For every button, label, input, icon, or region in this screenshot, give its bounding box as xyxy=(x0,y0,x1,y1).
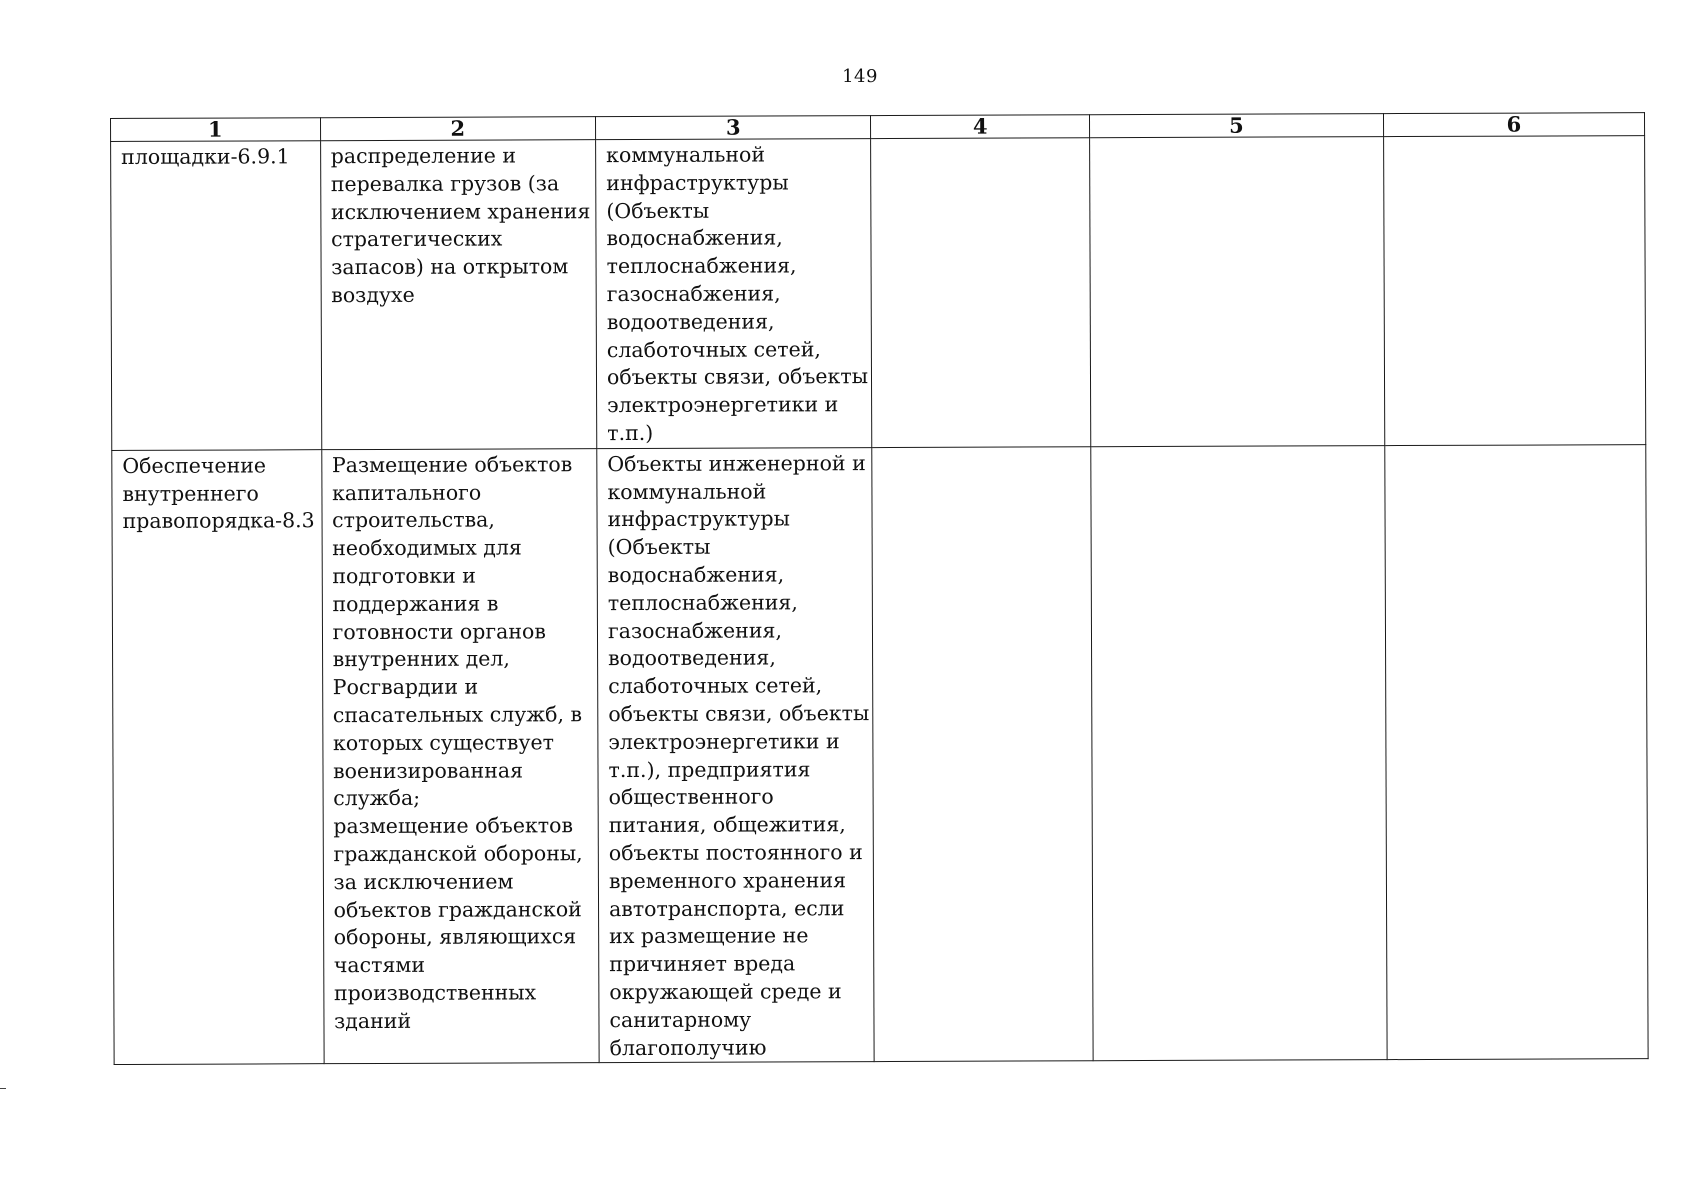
cell-text-line: теплоснабжения, xyxy=(607,590,798,615)
column-header-6: 6 xyxy=(1383,113,1644,137)
cell-text-line: гражданской обороны, xyxy=(333,841,583,867)
cell-text-line: водоснабжения, xyxy=(606,225,783,251)
cell-text-line: водоотведения, xyxy=(606,309,775,334)
cell-text-line: их размещение не xyxy=(609,923,809,949)
cell-text-line: санитарному xyxy=(609,1007,752,1032)
cell-text-line: строительства, xyxy=(332,507,495,533)
column-header-4: 4 xyxy=(871,115,1090,139)
cell-text-line: подготовки и xyxy=(332,563,476,589)
table-cell-col-2 xyxy=(320,140,597,450)
table-cell-col-1 xyxy=(112,449,324,1064)
cell-text-line: внутреннего xyxy=(122,480,259,506)
cell-text-line: стратегических xyxy=(331,226,503,252)
cell-text-line: (Объекты xyxy=(607,534,711,560)
cell-text-line: электроэнергетики и xyxy=(608,728,840,754)
cell-text-line: Объекты инженерной и xyxy=(607,450,866,476)
table-row xyxy=(111,136,1646,451)
cell-text-line: которых существует xyxy=(332,730,555,755)
cell-text-line: внутренних дел, xyxy=(332,646,510,672)
cell-text-line: площадки-6.9.1 xyxy=(121,144,290,169)
table-row xyxy=(112,444,1648,1064)
table-cell-col-2 xyxy=(321,448,599,1064)
cell-text-line: (Объекты xyxy=(606,198,710,223)
cell-text-line: объекты связи, объекты xyxy=(608,701,870,727)
cell-text-line: за исключением xyxy=(333,869,514,894)
cell-text-line: коммунальной xyxy=(606,142,766,168)
cell-text-line: перевалка грузов (за xyxy=(330,171,560,196)
cell-text-line: газоснабжения, xyxy=(606,281,781,307)
cell-text-line: капитального xyxy=(331,480,482,505)
table-cell-col-6 xyxy=(1385,444,1649,1060)
cell-text-line: благополучию xyxy=(609,1034,767,1060)
cell-text-line: обороны, являющихся xyxy=(333,924,577,950)
table-cell-col-4 xyxy=(872,447,1093,1062)
cell-text-line: автотранспорта, если xyxy=(608,895,845,921)
cell-text-line: частями xyxy=(333,952,426,978)
cell-text-line: газоснабжения, xyxy=(607,617,782,643)
cell-text-line: окружающей среде и xyxy=(609,979,842,1004)
column-header-2: 2 xyxy=(320,117,595,141)
scan-edge-mark xyxy=(0,1088,6,1089)
cell-text-line: военизированная xyxy=(333,757,524,783)
cell-text-line: запасов) на открытом xyxy=(331,254,569,280)
cell-text-line: временного хранения xyxy=(608,867,847,893)
cell-text-line: Размещение объектов xyxy=(331,451,573,477)
cell-text-line: инфраструктуры xyxy=(607,506,790,532)
page-number: 149 xyxy=(842,66,878,87)
table-cell-col-5 xyxy=(1091,445,1387,1061)
cell-text-line: общественного xyxy=(608,784,774,810)
cell-text-line: водоотведения, xyxy=(608,645,776,671)
cell-text-line: причиняет вреда xyxy=(609,951,796,977)
cell-text-line: исключением хранения xyxy=(330,198,591,224)
cell-text-line: готовности органов xyxy=(332,618,546,644)
column-header-5: 5 xyxy=(1090,114,1384,138)
cell-text-line: объекты связи, объекты xyxy=(606,364,869,390)
cell-text-line: необходимых для xyxy=(332,535,522,561)
table-cell-col-1 xyxy=(111,141,322,451)
cell-text-line: слаботочных сетей, xyxy=(606,336,821,362)
cell-text-line: поддержания в xyxy=(332,591,499,616)
land-use-table xyxy=(110,112,1649,1065)
cell-text-line: т.п.), предприятия xyxy=(608,756,811,782)
table-cell-col-6 xyxy=(1383,136,1645,446)
table-body xyxy=(111,136,1649,1065)
cell-text-line: Росгвардии и xyxy=(332,674,479,700)
table-cell-col-5 xyxy=(1090,137,1385,447)
cell-text-line: питания, общежития, xyxy=(608,812,846,838)
cell-text-line: размещение объектов xyxy=(333,813,574,839)
cell-text-line: объектов гражданской xyxy=(333,896,582,922)
cell-text-line: Обеспечение xyxy=(122,453,267,478)
column-header-3: 3 xyxy=(595,116,870,140)
table-cell-col-4 xyxy=(871,138,1091,448)
cell-text-line: слаботочных сетей, xyxy=(608,673,823,699)
cell-text-line: воздухе xyxy=(331,282,415,308)
cell-text-line: теплоснабжения, xyxy=(606,253,797,279)
cell-text-line: электроэнергетики и xyxy=(607,392,839,418)
table-cell-col-3 xyxy=(597,447,875,1063)
cell-text-line: т.п.) xyxy=(607,420,654,446)
cell-text-line: инфраструктуры xyxy=(606,170,789,195)
cell-text-line: производственных xyxy=(333,980,537,1006)
cell-text-line: распределение и xyxy=(330,143,517,169)
cell-text-line: служба; xyxy=(333,786,421,811)
cell-text-line: спасательных служб, в xyxy=(332,702,583,728)
column-header-1: 1 xyxy=(111,118,321,142)
cell-text-line: коммунальной xyxy=(607,479,767,504)
table-cell-col-3 xyxy=(596,139,873,449)
cell-text-line: водоснабжения, xyxy=(607,562,785,588)
cell-text-line: зданий xyxy=(334,1008,412,1033)
cell-text-line: правопорядка-8.3 xyxy=(122,508,315,534)
cell-text-line: объекты постоянного и xyxy=(608,840,863,866)
